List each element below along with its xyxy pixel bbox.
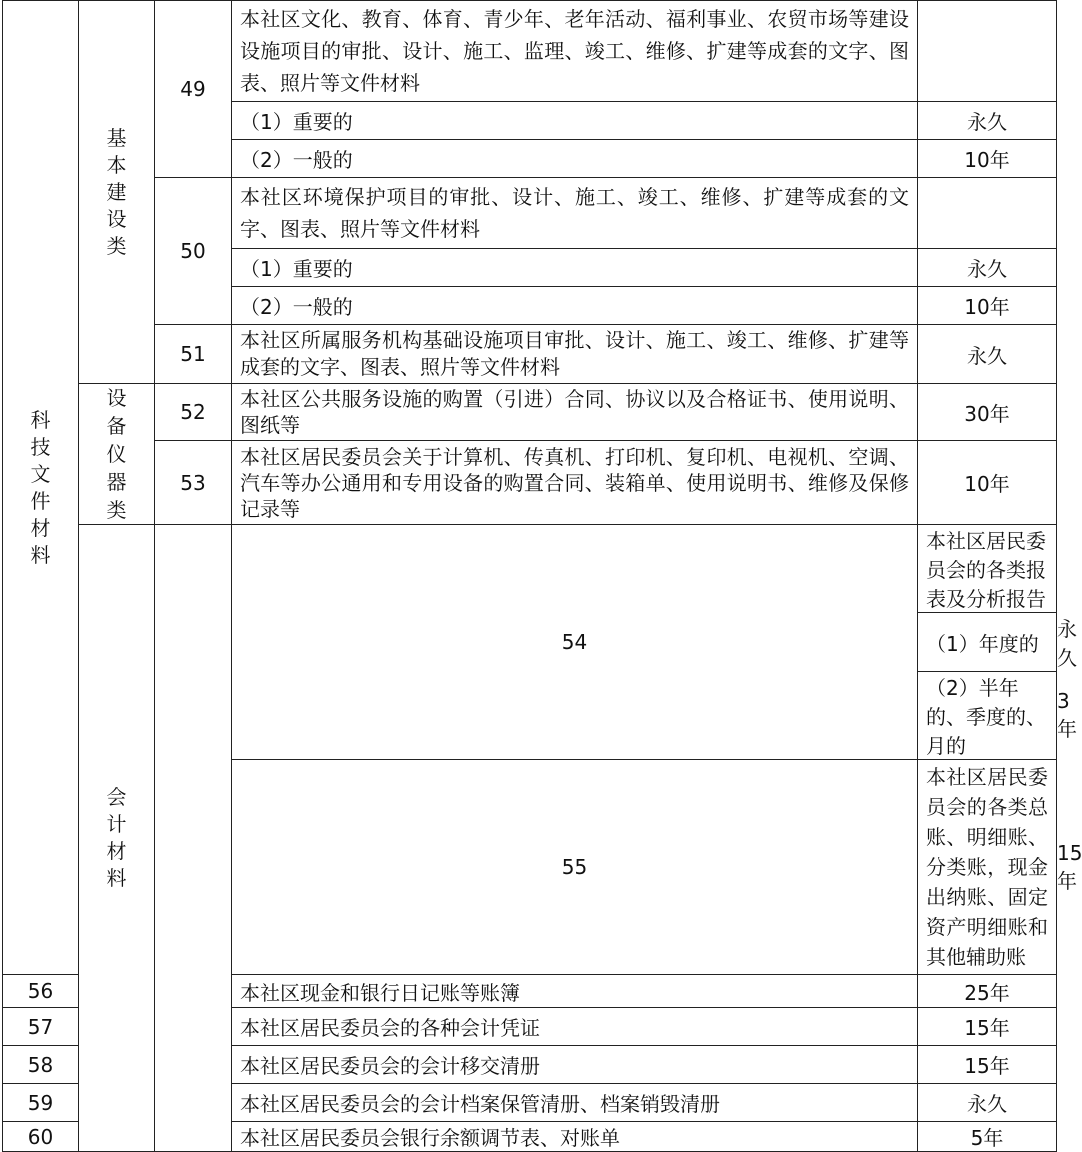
item-description: 本社区公共服务设施的购置（引进）合同、协议以及合格证书、使用说明、图纸等 xyxy=(232,384,918,441)
retention-period: 10年 xyxy=(918,140,1057,178)
category-accounting: 会计材料 xyxy=(79,525,155,1152)
item-description: 本社区居民委员会的会计档案保管清册、档案销毁清册 xyxy=(232,1084,918,1122)
sub-item: （1）重要的 xyxy=(232,249,918,287)
sub-item: （1）重要的 xyxy=(232,102,918,140)
subcategory-equipment: 设备仪器类 xyxy=(79,384,155,525)
item-number: 51 xyxy=(155,325,232,384)
item-number: 60 xyxy=(3,1122,79,1152)
item-description: 本社区环境保护项目的审批、设计、施工、竣工、维修、扩建等成套的文字、图表、照片等文件材料 xyxy=(232,178,918,249)
item-number: 53 xyxy=(155,441,232,525)
item-description: 本社区居民委员会的各类报表及分析报告 xyxy=(918,525,1057,613)
item-description: 本社区文化、教育、体育、青少年、老年活动、福利事业、农贸市场等建设设施项目的审批、设计、施工、监理、竣工、维修、扩建等成套的文字、图表、照片等文件材料 xyxy=(232,1,918,102)
retention-period: 永久 xyxy=(918,325,1057,384)
item-number: 56 xyxy=(3,975,79,1008)
retention-period: 30年 xyxy=(918,384,1057,441)
retention-period: 永久 xyxy=(918,249,1057,287)
retention-period: 10年 xyxy=(918,287,1057,325)
item-description: 本社区居民委员会的会计移交清册 xyxy=(232,1046,918,1084)
item-number: 59 xyxy=(3,1084,79,1122)
retention-period: 15年 xyxy=(918,1008,1057,1046)
subcategory-blank xyxy=(155,525,232,1152)
retention-period: 永久 xyxy=(918,102,1057,140)
retention-period: 25年 xyxy=(918,975,1057,1008)
item-number: 57 xyxy=(3,1008,79,1046)
item-number: 58 xyxy=(3,1046,79,1084)
retention-period: 永久 xyxy=(918,1084,1057,1122)
item-description: 本社区居民委员会关于计算机、传真机、打印机、复印机、电视机、空调、汽车等办公通用和专用设备的购置合同、装箱单、使用说明书、维修及保修记录等 xyxy=(232,441,918,525)
item-description: 本社区居民委员会银行余额调节表、对账单 xyxy=(232,1122,918,1152)
retention-period: 15年 xyxy=(918,1046,1057,1084)
retention-period: 10年 xyxy=(918,441,1057,525)
item-number: 54 xyxy=(232,525,918,760)
item-number: 55 xyxy=(232,760,918,975)
sub-item: （1）年度的 xyxy=(918,613,1057,672)
retention-period xyxy=(918,178,1057,249)
sub-item: （2）半年的、季度的、月的 xyxy=(918,672,1057,760)
sub-item: （2）一般的 xyxy=(232,287,918,325)
retention-period: 5年 xyxy=(918,1122,1057,1152)
item-number: 52 xyxy=(155,384,232,441)
sub-item: （2）一般的 xyxy=(232,140,918,178)
item-number: 50 xyxy=(155,178,232,325)
item-number: 49 xyxy=(155,1,232,178)
subcategory-construction: 基本建设类 xyxy=(79,1,155,384)
item-description: 本社区所属服务机构基础设施项目审批、设计、施工、竣工、维修、扩建等成套的文字、图表、照片等文件材料 xyxy=(232,325,918,384)
item-description: 本社区居民委员会的各类总账、明细账、分类账，现金出纳账、固定资产明细账和其他辅助账 xyxy=(918,760,1057,975)
retention-period xyxy=(918,1,1057,102)
category-tech-docs: 科技文件材料 xyxy=(3,1,79,975)
item-description: 本社区现金和银行日记账等账簿 xyxy=(232,975,918,1008)
retention-table: 科技文件材料 基本建设类 49 本社区文化、教育、体育、青少年、老年活动、福利事业、农贸市场等建设设施项目的审批、设计、施工、监理、竣工、维修、扩建等成套的文字、图表、照片等文件材料 （1）重要的 永久 （2）一般的 10年 50 本社区环境保护项目的审批、设计、施工、竣工、维修、扩建等成套的文字、图表、照片等文件材料 （1）重要的 永久 （2）一般的 10年 51 本社区所属服务机构基础设施项目审批、设计、施工、竣工、维修、扩建等成套的文字、图表、照片等文件材料 永久 设备仪器类 52 本社区公共服务设施的购置（引进）合同、协议以及合格证书、使用说明、图纸等 30年 53 本社区居民委员会关于计算机、传真机、打印机、复印机、电视机、空调、汽车等办公通用和专用设备的购置合同、装箱单、使用说明书、维修及保修记录等 10年 会计材料 54 本社区居民委员会的各类报表及分析报告 （1）年度的 永久 （2）半年的、季度的、月的 3年 55 本社区居民委员会的各类总账、明细账、分类账，现金出纳账、固定资产明细账和其他辅助账 15年 56 本社区现金和银行日记账等账簿 25年 57 本社区居民委员会的各种会计凭证 15年 58 本社区居民委员会的会计移交清册 15年 59 本社区居民委员会的会计档案保管清册、档案销毁清册 永久 60 本社区居民委员会银行余额调节表、对账单 5年 xyxy=(2,0,1057,1152)
item-description: 本社区居民委员会的各种会计凭证 xyxy=(232,1008,918,1046)
